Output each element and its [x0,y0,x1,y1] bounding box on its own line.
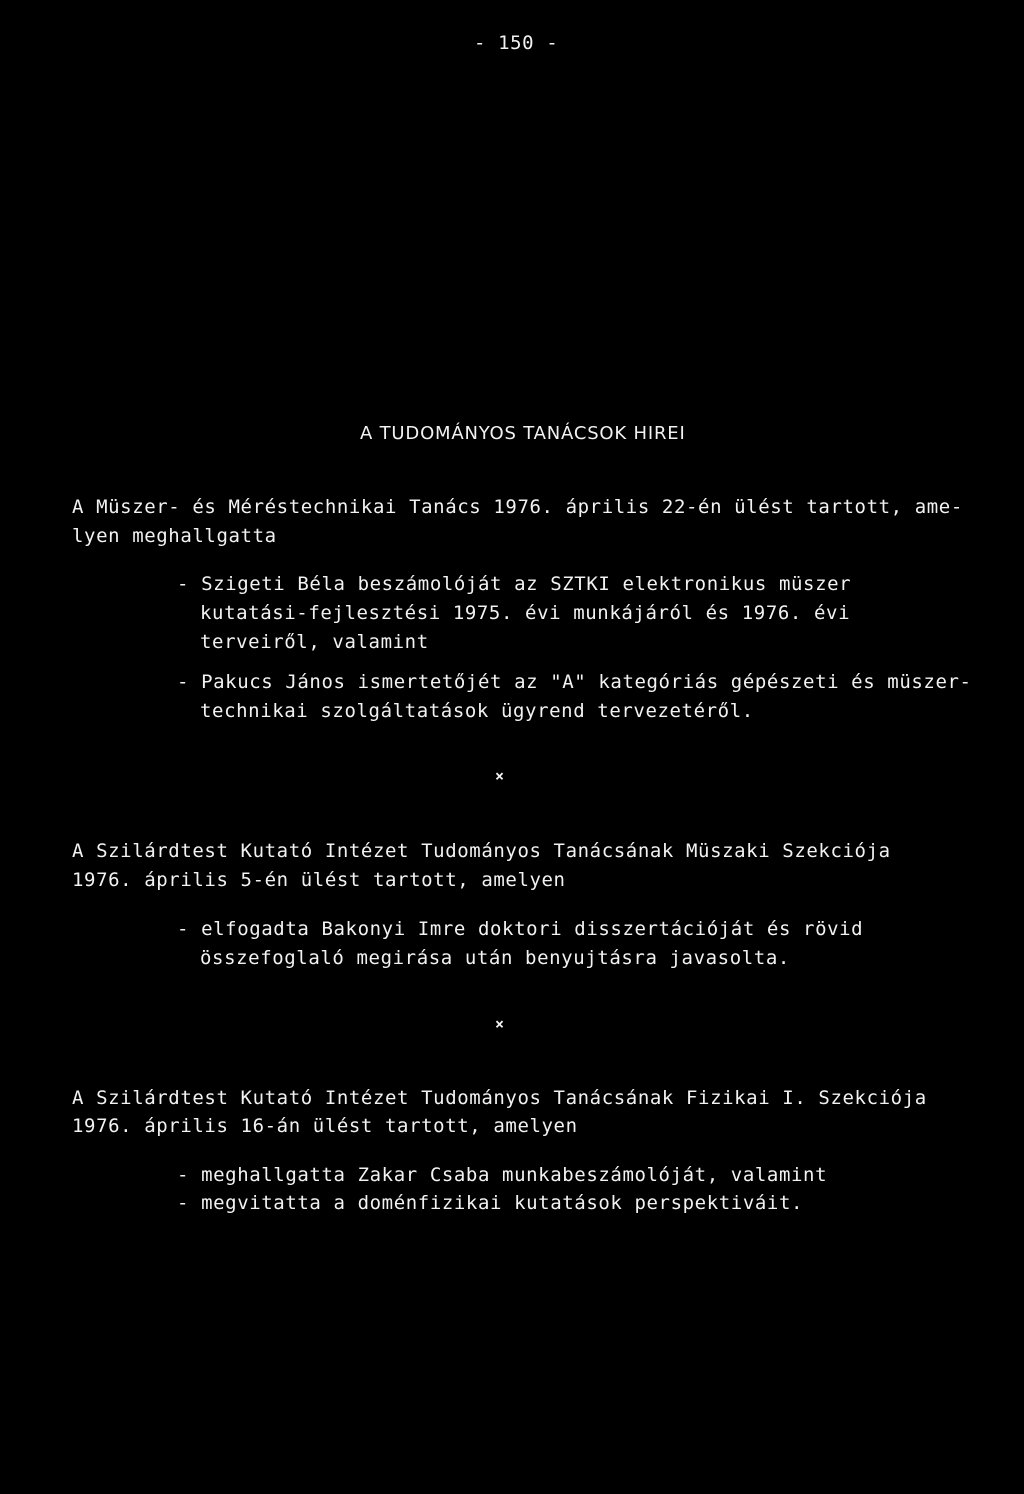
section-2-intro-line-2: 1976. április 5-én ülést tartott, amelyen [72,869,566,891]
section-1-intro-line-1: A Müszer- és Méréstechnikai Tanács 1976. április 22-én ülést tartott, ame- [72,496,963,518]
separator-star-2: × [495,1015,505,1033]
section-1-intro-line-2: lyen meghallgatta [72,525,277,547]
section-1-item-1-line-2: kutatási-fejlesztési 1975. évi munkájáról és 1976. évi [200,602,851,624]
separator-star-1: × [495,767,505,785]
section-2-item-1-line-1: - elfogadta Bakonyi Imre doktori disszertációját és rövid [177,918,864,940]
section-3-intro-line-2: 1976. április 16-án ülést tartott, amelyen [72,1115,578,1137]
section-3-item-2-line-1: - megvitatta a doménfizikai kutatások perspektiváit. [177,1192,804,1214]
section-3-intro-line-1: A Szilárdtest Kutató Intézet Tudományos Tanácsának Fizikai I. Szekciója [72,1087,927,1109]
section-3-item-1-line-1: - meghallgatta Zakar Csaba munkabeszámolóját, valamint [177,1164,828,1186]
page-number: - 150 - [474,32,559,54]
section-1-item-2-line-1: - Pakucs János ismertetőjét az "A" kategóriás gépészeti és müszer- [177,671,972,693]
section-1-item-1-line-1: - Szigeti Béla beszámolóját az SZTKI elektronikus müszer [177,573,852,595]
section-2-intro-line-1: A Szilárdtest Kutató Intézet Tudományos Tanácsának Müszaki Szekciója [72,840,891,862]
section-2-item-1-line-2: összefoglaló megirása után benyujtásra javasolta. [200,947,790,969]
section-title: A TUDOMÁNYOS TANÁCSOK HIREI [360,423,686,444]
section-1-item-2-line-2: technikai szolgáltatások ügyrend tervezetéről. [200,700,754,722]
section-1-item-1-line-3: terveiről, valamint [200,631,429,653]
